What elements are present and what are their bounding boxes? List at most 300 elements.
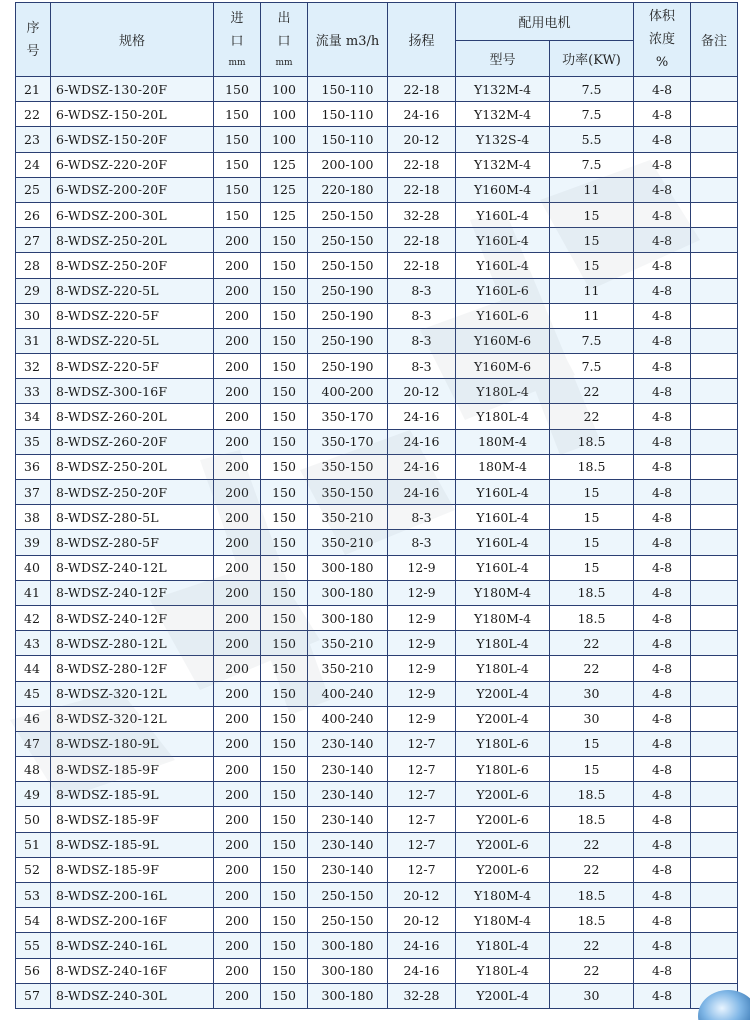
model-cell: 8-WDSZ-280-5F [51,530,214,555]
head-cell: 8-3 [388,328,456,353]
inlet-cell: 150 [214,77,261,102]
inlet-cell: 200 [214,555,261,580]
concentration-cell: 4-8 [634,379,691,404]
inlet-cell: 200 [214,404,261,429]
motor-model-cell: Y180M-4 [456,908,550,933]
motor-power-cell: 11 [550,303,634,328]
motor-model-cell: Y180L-4 [456,958,550,983]
model-cell: 8-WDSZ-260-20L [51,404,214,429]
concentration-cell: 4-8 [634,883,691,908]
row-number: 41 [16,580,51,605]
concentration-cell: 4-8 [634,605,691,630]
motor-model-cell: Y180M-4 [456,580,550,605]
table-row [16,429,738,454]
outlet-cell: 100 [261,102,308,127]
outlet-cell: 150 [261,681,308,706]
inlet-cell: 200 [214,580,261,605]
table-row [16,605,738,630]
flow-cell: 250-190 [308,278,388,303]
flow-cell: 250-150 [308,228,388,253]
outlet-cell: 150 [261,253,308,278]
concentration-cell: 4-8 [634,429,691,454]
motor-power-cell: 15 [550,480,634,505]
motor-model-cell: Y180L-4 [456,656,550,681]
flow-cell: 350-170 [308,429,388,454]
outlet-cell: 150 [261,908,308,933]
row-number: 28 [16,253,51,278]
motor-power-cell: 11 [550,177,634,202]
flow-cell: 230-140 [308,782,388,807]
row-number: 36 [16,454,51,479]
flow-cell: 230-140 [308,832,388,857]
motor-model-cell: Y180M-4 [456,883,550,908]
concentration-cell: 4-8 [634,480,691,505]
motor-model-cell: Y180L-4 [456,404,550,429]
head-cell: 24-16 [388,454,456,479]
model-cell: 8-WDSZ-200-16L [51,883,214,908]
head-cell: 24-16 [388,933,456,958]
motor-power-cell: 22 [550,404,634,429]
motor-power-cell: 30 [550,681,634,706]
concentration-cell: 4-8 [634,807,691,832]
flow-cell: 250-190 [308,303,388,328]
model-cell: 6-WDSZ-200-20F [51,177,214,202]
model-cell: 8-WDSZ-185-9F [51,757,214,782]
model-cell: 6-WDSZ-220-20F [51,152,214,177]
header-concentration [634,3,691,77]
outlet-cell: 150 [261,303,308,328]
motor-model-cell: Y200L-4 [456,681,550,706]
corner-orb-decoration [688,984,750,1020]
row-number: 47 [16,731,51,756]
model-cell: 8-WDSZ-180-9L [51,731,214,756]
header-inlet-line2: 口 [230,33,244,49]
concentration-cell: 4-8 [634,202,691,227]
table-row [16,228,738,253]
remark-cell [691,253,738,278]
table-row [16,883,738,908]
motor-model-cell: Y132M-4 [456,102,550,127]
remark-cell [691,681,738,706]
outlet-cell: 150 [261,404,308,429]
concentration-cell: 4-8 [634,102,691,127]
concentration-cell: 4-8 [634,832,691,857]
motor-power-cell: 30 [550,706,634,731]
table-row [16,328,738,353]
flow-cell: 300-180 [308,580,388,605]
motor-model-cell: Y160L-4 [456,505,550,530]
remark-cell [691,177,738,202]
concentration-cell: 4-8 [634,152,691,177]
row-number: 50 [16,807,51,832]
flow-cell: 400-200 [308,379,388,404]
header-outlet [261,3,308,77]
inlet-cell: 200 [214,605,261,630]
remark-cell [691,782,738,807]
concentration-cell: 4-8 [634,782,691,807]
model-cell: 6-WDSZ-130-20F [51,77,214,102]
motor-model-cell: Y160L-4 [456,253,550,278]
pump-spec-table [15,2,738,1009]
concentration-cell: 4-8 [634,933,691,958]
flow-cell: 350-170 [308,404,388,429]
row-number: 42 [16,605,51,630]
motor-model-cell: Y160L-6 [456,303,550,328]
table-row [16,480,738,505]
motor-power-cell: 15 [550,731,634,756]
concentration-cell: 4-8 [634,530,691,555]
inlet-cell: 200 [214,656,261,681]
table-row [16,681,738,706]
row-number: 43 [16,631,51,656]
row-number: 56 [16,958,51,983]
concentration-cell: 4-8 [634,958,691,983]
motor-model-cell: Y132S-4 [456,127,550,152]
header-outlet-line2: 口 [277,33,291,49]
remark-cell [691,379,738,404]
remark-cell [691,530,738,555]
inlet-cell: 200 [214,757,261,782]
head-cell: 32-28 [388,202,456,227]
motor-model-cell: Y180M-4 [456,605,550,630]
concentration-cell: 4-8 [634,857,691,882]
flow-cell: 350-210 [308,505,388,530]
remark-cell [691,505,738,530]
inlet-cell: 200 [214,379,261,404]
head-cell: 20-12 [388,908,456,933]
head-cell: 8-3 [388,530,456,555]
table-row [16,908,738,933]
flow-cell: 230-140 [308,731,388,756]
motor-power-cell: 7.5 [550,102,634,127]
outlet-cell: 100 [261,77,308,102]
head-cell: 22-18 [388,228,456,253]
head-cell: 22-18 [388,152,456,177]
remark-cell [691,731,738,756]
head-cell: 12-7 [388,832,456,857]
motor-model-cell: Y200L-6 [456,832,550,857]
flow-cell: 150-110 [308,127,388,152]
model-cell: 6-WDSZ-200-30L [51,202,214,227]
outlet-cell: 150 [261,555,308,580]
inlet-cell: 200 [214,253,261,278]
header-spec: 规格 [51,3,214,77]
flow-cell: 350-150 [308,454,388,479]
row-number: 29 [16,278,51,303]
header-flow: 流量 m3/h [308,3,388,77]
inlet-cell: 200 [214,681,261,706]
table-row [16,731,738,756]
row-number: 49 [16,782,51,807]
head-cell: 22-18 [388,253,456,278]
concentration-cell: 4-8 [634,354,691,379]
concentration-cell: 4-8 [634,303,691,328]
motor-power-cell: 7.5 [550,152,634,177]
row-number: 22 [16,102,51,127]
table-row [16,354,738,379]
remark-cell [691,102,738,127]
header-conc-line1: 体积 [649,9,676,24]
head-cell: 12-9 [388,580,456,605]
remark-cell [691,429,738,454]
head-cell: 8-3 [388,354,456,379]
flow-cell: 350-210 [308,530,388,555]
concentration-cell: 4-8 [634,404,691,429]
row-number: 40 [16,555,51,580]
head-cell: 20-12 [388,883,456,908]
model-cell: 6-WDSZ-150-20L [51,102,214,127]
table-row [16,983,738,1008]
motor-power-cell: 22 [550,958,634,983]
inlet-cell: 200 [214,958,261,983]
row-number: 45 [16,681,51,706]
remark-cell [691,883,738,908]
inlet-cell: 150 [214,127,261,152]
motor-power-cell: 15 [550,757,634,782]
motor-model-cell: Y132M-4 [456,152,550,177]
motor-power-cell: 7.5 [550,77,634,102]
table-row [16,706,738,731]
model-cell: 6-WDSZ-150-20F [51,127,214,152]
remark-cell [691,303,738,328]
model-cell: 8-WDSZ-220-5L [51,278,214,303]
row-number: 27 [16,228,51,253]
inlet-cell: 150 [214,152,261,177]
remark-cell [691,605,738,630]
concentration-cell: 4-8 [634,127,691,152]
concentration-cell: 4-8 [634,681,691,706]
head-cell: 12-7 [388,782,456,807]
header-seq [16,3,51,77]
concentration-cell: 4-8 [634,228,691,253]
inlet-cell: 200 [214,530,261,555]
table-row [16,933,738,958]
head-cell: 8-3 [388,505,456,530]
motor-power-cell: 15 [550,253,634,278]
model-cell: 8-WDSZ-320-12L [51,706,214,731]
model-cell: 8-WDSZ-220-5F [51,354,214,379]
head-cell: 12-7 [388,731,456,756]
concentration-cell: 4-8 [634,908,691,933]
motor-power-cell: 15 [550,530,634,555]
header-outlet-unit: mm [275,57,293,68]
model-cell: 8-WDSZ-240-16F [51,958,214,983]
table-row [16,278,738,303]
outlet-cell: 150 [261,706,308,731]
row-number: 44 [16,656,51,681]
outlet-cell: 150 [261,631,308,656]
table-row [16,102,738,127]
row-number: 21 [16,77,51,102]
outlet-cell: 150 [261,933,308,958]
inlet-cell: 200 [214,354,261,379]
table-row [16,253,738,278]
inlet-cell: 200 [214,429,261,454]
inlet-cell: 150 [214,177,261,202]
head-cell: 12-9 [388,681,456,706]
head-cell: 20-12 [388,379,456,404]
flow-cell: 350-210 [308,631,388,656]
motor-model-cell: 180M-4 [456,429,550,454]
table-body [16,77,738,1009]
head-cell: 12-7 [388,857,456,882]
remark-cell [691,631,738,656]
row-number: 34 [16,404,51,429]
remark-cell [691,857,738,882]
motor-model-cell: Y160L-6 [456,278,550,303]
row-number: 55 [16,933,51,958]
remark-cell [691,404,738,429]
header-inlet-unit: mm [228,57,246,68]
head-cell: 12-9 [388,605,456,630]
motor-model-cell: Y200L-6 [456,782,550,807]
row-number: 33 [16,379,51,404]
flow-cell: 250-150 [308,908,388,933]
model-cell: 8-WDSZ-240-12L [51,555,214,580]
motor-power-cell: 22 [550,656,634,681]
header-conc-line3: % [655,55,669,70]
table-row [16,202,738,227]
table-row [16,757,738,782]
row-number: 37 [16,480,51,505]
remark-cell [691,832,738,857]
row-number: 25 [16,177,51,202]
row-number: 23 [16,127,51,152]
table-row [16,77,738,102]
model-cell: 8-WDSZ-200-16F [51,908,214,933]
inlet-cell: 200 [214,505,261,530]
motor-model-cell: Y160L-4 [456,202,550,227]
motor-power-cell: 18.5 [550,807,634,832]
outlet-cell: 150 [261,530,308,555]
concentration-cell: 4-8 [634,177,691,202]
model-cell: 8-WDSZ-260-20F [51,429,214,454]
inlet-cell: 150 [214,202,261,227]
table-row [16,958,738,983]
table-row [16,505,738,530]
model-cell: 8-WDSZ-250-20L [51,454,214,479]
outlet-cell: 150 [261,807,308,832]
row-number: 53 [16,883,51,908]
concentration-cell: 4-8 [634,454,691,479]
model-cell: 8-WDSZ-250-20F [51,480,214,505]
remark-cell [691,278,738,303]
flow-cell: 400-240 [308,681,388,706]
concentration-cell: 4-8 [634,631,691,656]
remark-cell [691,757,738,782]
remark-cell [691,807,738,832]
inlet-cell: 200 [214,807,261,832]
motor-power-cell: 22 [550,631,634,656]
outlet-cell: 150 [261,429,308,454]
outlet-cell: 150 [261,379,308,404]
model-cell: 8-WDSZ-185-9F [51,807,214,832]
motor-power-cell: 11 [550,278,634,303]
flow-cell: 250-190 [308,328,388,353]
motor-power-cell: 15 [550,505,634,530]
flow-cell: 230-140 [308,807,388,832]
motor-power-cell: 18.5 [550,454,634,479]
inlet-cell: 200 [214,480,261,505]
flow-cell: 250-150 [308,253,388,278]
motor-power-cell: 18.5 [550,883,634,908]
row-number: 57 [16,983,51,1008]
motor-power-cell: 7.5 [550,328,634,353]
table-row [16,807,738,832]
inlet-cell: 200 [214,782,261,807]
row-number: 26 [16,202,51,227]
row-number: 48 [16,757,51,782]
row-number: 51 [16,832,51,857]
head-cell: 12-7 [388,757,456,782]
remark-cell [691,77,738,102]
remark-cell [691,328,738,353]
head-cell: 12-9 [388,656,456,681]
remark-cell [691,958,738,983]
row-number: 52 [16,857,51,882]
concentration-cell: 4-8 [634,555,691,580]
header-motor-power: 功率(KW) [550,41,634,77]
outlet-cell: 150 [261,731,308,756]
head-cell: 24-16 [388,480,456,505]
outlet-cell: 150 [261,278,308,303]
head-cell: 22-18 [388,177,456,202]
remark-cell [691,580,738,605]
table-row [16,379,738,404]
motor-model-cell: 180M-4 [456,454,550,479]
header-motor-group: 配用电机 [456,3,634,41]
row-number: 30 [16,303,51,328]
flow-cell: 250-150 [308,202,388,227]
row-number: 54 [16,908,51,933]
flow-cell: 150-110 [308,77,388,102]
concentration-cell: 4-8 [634,731,691,756]
inlet-cell: 200 [214,857,261,882]
table-row [16,177,738,202]
header-remark: 备注 [691,3,738,77]
motor-model-cell: Y180L-4 [456,933,550,958]
flow-cell: 300-180 [308,605,388,630]
concentration-cell: 4-8 [634,983,691,1008]
head-cell: 12-9 [388,706,456,731]
outlet-cell: 100 [261,127,308,152]
flow-cell: 220-180 [308,177,388,202]
motor-model-cell: Y180L-4 [456,631,550,656]
table-header [16,3,738,77]
header-outlet-line1: 出 [277,10,291,26]
motor-power-cell: 7.5 [550,354,634,379]
remark-cell [691,127,738,152]
outlet-cell: 150 [261,983,308,1008]
model-cell: 8-WDSZ-185-9L [51,832,214,857]
motor-power-cell: 22 [550,832,634,857]
inlet-cell: 200 [214,454,261,479]
outlet-cell: 125 [261,202,308,227]
header-seq-text: 序号 [26,20,40,59]
outlet-cell: 150 [261,757,308,782]
motor-power-cell: 22 [550,857,634,882]
table-row [16,832,738,857]
table-row [16,127,738,152]
outlet-cell: 150 [261,480,308,505]
motor-power-cell: 22 [550,379,634,404]
motor-model-cell: Y200L-6 [456,857,550,882]
remark-cell [691,555,738,580]
inlet-cell: 200 [214,631,261,656]
remark-cell [691,908,738,933]
flow-cell: 250-150 [308,883,388,908]
outlet-cell: 150 [261,656,308,681]
